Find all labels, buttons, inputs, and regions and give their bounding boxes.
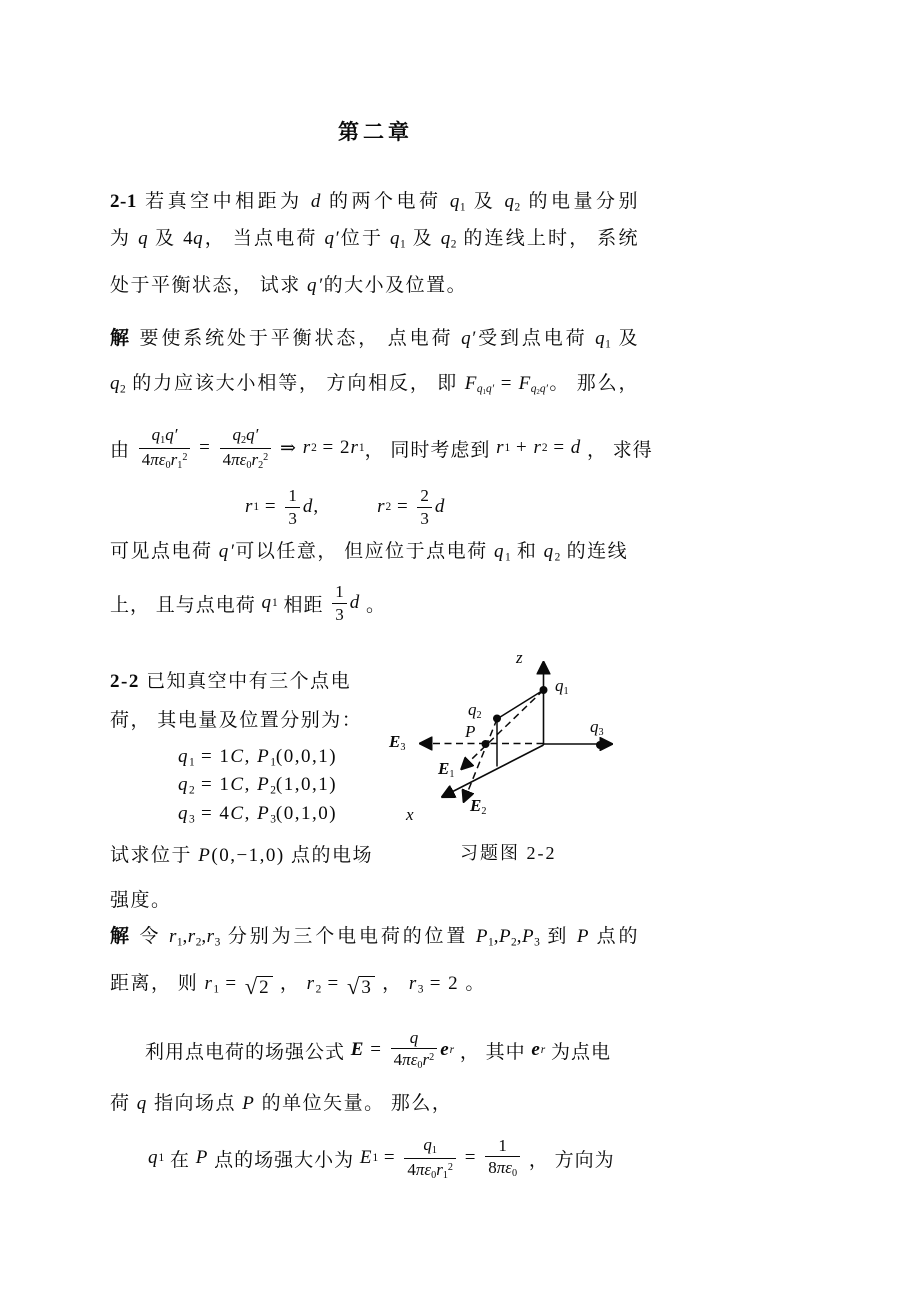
equation-r1-r2 — [245, 483, 445, 531]
point-p-label: P — [465, 722, 476, 741]
charge-3-definition: $q_3 = 4C$, $P_3(0,1,0)$ — [178, 803, 338, 826]
chapter-title: 第二章 — [338, 120, 413, 144]
q1-q2-edge — [497, 690, 544, 719]
e2-vector-label: $E_2$ — [470, 796, 487, 818]
figure-caption: 习题图 2-2 — [460, 843, 557, 863]
e3-vector-label: $E_3$ — [389, 732, 406, 754]
charge-q2-dot — [493, 715, 501, 723]
solution-2-1-formula-line: 由 $\frac{q_1q'}{4\pi\varepsilon_0r_1^2}$ = $\frac{q_2q'}{4\pi\varepsilon_0r_2^2}$ ⇒ r 2 = 2 r 1 ， 同时考虑到 r 1 + r 2 = d ， 求得 — [110, 424, 653, 471]
solution-2-2-line-2: 距离， 则 $r_1$ = √ 2 ， $r_2$ = √ 3 ， $r_3 = 2$ 。 — [110, 973, 486, 1000]
z-axis-label: z — [516, 648, 523, 667]
problem-2-2-line-2: 荷， 其电量及位置分别为： — [110, 710, 363, 731]
problem-2-2-line-3: 试求位于 P(0,−1,0) 点的电场 — [110, 845, 373, 866]
problem-2-1-line-3: 处于平衡状态， 试求 q′的大小及位置。 — [110, 275, 468, 296]
x-axis-label: x — [406, 805, 414, 824]
charge-q3-dot — [596, 741, 604, 749]
e1-vector-label: $E_1$ — [438, 759, 455, 781]
problem-2-2-line-4: 强度。 — [110, 890, 172, 911]
charge-q3-label: $q_3$ — [590, 717, 604, 739]
equation-r2: r 2 = $\frac{2}{3}$ d — [377, 486, 446, 528]
point-p-dot — [482, 740, 490, 748]
charge-2-definition: $q_2 = 1C$, $P_2(1,0,1)$ — [178, 774, 338, 797]
charge-q1-label: $q_1$ — [555, 676, 569, 698]
solution-2-1-line-1: 解 要使系统处于平衡状态， 点电荷 q′受到点电荷 $q_1$ 及 — [110, 328, 638, 351]
figure-2-2-drawing — [380, 643, 650, 838]
solution-2-2-formula-line-2: q 1 在 P 点的场强大小为 E 1 = $\frac{q_1}{4\pi\varepsilon_0r_1^2}$ = $\frac{1}{8\pi\varepsilon_0}$ ， 方向为 — [148, 1134, 615, 1181]
solution-2-1-line-4: 可见点电荷 q′可以任意， 但应位于点电荷 $q_1$ 和 $q_2$ 的连线 — [110, 541, 629, 564]
solution-2-2-line-1: 解 令 $r_1,r_2,r_3$ 分别为三个电电荷的位置 $P_1,P_2,P_3$ 到 P 点的 — [110, 926, 638, 949]
x-axis-line — [443, 745, 544, 797]
problem-2-1-line-1: 2-1 若真空中相距为 d 的两个电荷 $q_1$ 及 $q_2$ 的电量分别 — [110, 191, 638, 214]
problem-2-2-line-1: 2-2 已知真空中有三个点电 — [110, 671, 352, 692]
equation-r1: r 1 = $\frac{1}{3}$ d , — [245, 486, 320, 528]
problem-2-1-line-2: 为 q 及 4q， 当点电荷 q′位于 $q_1$ 及 $q_2$ 的连线上时， 系统 — [110, 228, 638, 251]
solution-2-2-formula-line-1: 利用点电荷的场强公式 E = $\frac{q}{4\pi\varepsilon_0r^2}$ e r ， 其中 e r 为点电 — [145, 1027, 611, 1072]
charge-1-definition: $q_1 = 1C$, $P_1(0,0,1)$ — [178, 746, 338, 769]
solution-2-2-line-3: 荷 q 指向场点 P 的单位矢量。 那么， — [110, 1093, 453, 1114]
solution-2-1-line-5: 上， 且与点电荷 q 1 相距 $\frac{1}{3}$ d 。 — [110, 582, 386, 624]
solution-2-1-line-2: $q_2$ 的力应该大小相等， 方向相反， 即 $F_{q_1q'} = F_{q_2q'}$。 那么， — [110, 373, 638, 397]
charge-q2-label: $q_2$ — [468, 700, 482, 722]
charge-q1-dot — [540, 686, 548, 694]
